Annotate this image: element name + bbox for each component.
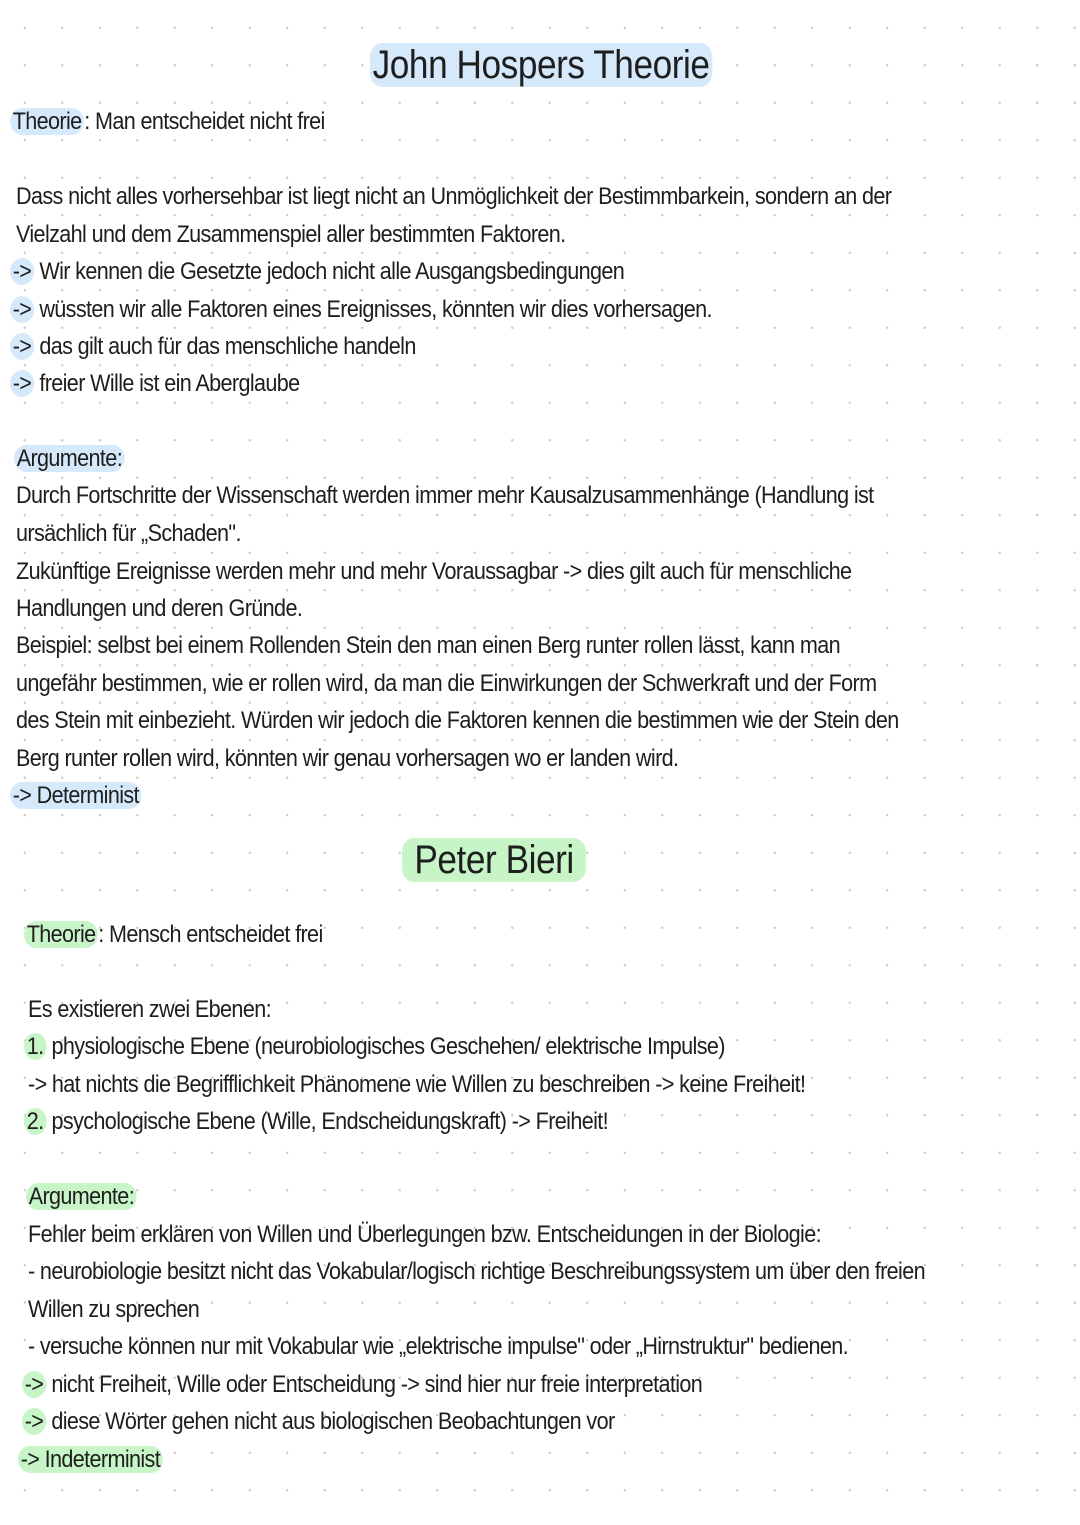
argument-line: - versuche können nur mit Vokabular wie „elektrische impulse" oder „Hirnstruktur" bedienen. [28, 1333, 849, 1360]
level-number: 1. [24, 1033, 46, 1060]
theory-line [24, 920, 323, 950]
arguments-heading [14, 444, 125, 474]
point-line [22, 1370, 702, 1400]
arrow: -> [22, 1408, 46, 1435]
level-1-line [24, 1032, 725, 1062]
arguments-heading [26, 1182, 137, 1212]
level-number: 2. [24, 1108, 46, 1135]
conclusion [18, 1445, 163, 1475]
argument-line: Durch Fortschritte der Wissenschaft werden immer mehr Kausalzusammenhänge (Handlung ist [16, 482, 874, 509]
argument-line: Handlungen und deren Gründe. [16, 595, 303, 622]
arrow: -> [10, 296, 34, 323]
theory-label: Theorie [10, 108, 84, 135]
point-text: das gilt auch für das menschliche handeln [39, 333, 416, 360]
arguments-label: Argumente: [14, 445, 125, 472]
point-text: nicht Freiheit, Wille oder Entscheidung -> sind hier nur freie interpretation [51, 1371, 703, 1398]
point-line [10, 369, 300, 399]
conclusion-text: -> Determinist [10, 782, 142, 809]
point-text: Wir kennen die Gesetzte jedoch nicht alle Ausgangsbedingungen [39, 258, 625, 285]
argument-line: Willen zu sprechen [28, 1296, 200, 1323]
level-text: psychologische Ebene (Wille, Endscheidungskraft) -> Freiheit! [46, 1108, 609, 1135]
section-title [370, 40, 712, 90]
argument-line: - neurobiologie besitzt nicht das Vokabular/logisch richtige Beschreibungssystem um über den freien [28, 1258, 925, 1285]
theory-label: Theorie [24, 921, 98, 948]
title-text: John Hospers Theorie [370, 43, 712, 87]
argument-line: Zukünftige Ereignisse werden mehr und mehr Voraussagbar -> dies gilt auch für menschliche [16, 558, 852, 585]
point-line [10, 295, 712, 325]
theory-text: : Man entscheidet nicht frei [84, 108, 325, 135]
argument-line: Beispiel: selbst bei einem Rollenden Stein den man einen Berg runter rollen lässt, kann man [16, 632, 840, 659]
point-line [10, 332, 416, 362]
arrow: -> [10, 333, 34, 360]
conclusion [10, 781, 142, 811]
arrow: -> [10, 258, 34, 285]
point-line [22, 1407, 615, 1437]
paragraph-line: Dass nicht alles vorhersehbar ist liegt nicht an Unmöglichkeit der Bestimmbarkein, sondern an der [16, 183, 892, 210]
arrow: -> [10, 370, 34, 397]
title-text: Peter Bieri [402, 838, 586, 882]
argument-line: ursächlich für „Schaden". [16, 520, 241, 547]
level-text: physiologische Ebene (neurobiologisches Geschehen/ elektrische Impulse) [46, 1033, 725, 1060]
point-text: freier Wille ist ein Aberglaube [39, 370, 300, 397]
point-text: wüssten wir alle Faktoren eines Ereignisses, könnten wir dies vorhersagen. [39, 296, 712, 323]
argument-line: ungefähr bestimmen, wie er rollen wird, da man die Einwirkungen der Schwerkraft und der Form [16, 670, 877, 697]
intro-line: Es existieren zwei Ebenen: [28, 996, 271, 1023]
paragraph-line: Vielzahl und dem Zusammenspiel aller bestimmten Faktoren. [16, 221, 566, 248]
point-line [10, 257, 624, 287]
level-2-line [24, 1107, 608, 1137]
argument-line: Fehler beim erklären von Willen und Überlegungen bzw. Entscheidungen in der Biologie: [28, 1221, 821, 1248]
arrow: -> [22, 1371, 46, 1398]
argument-line: des Stein mit einbezieht. Würden wir jedoch die Faktoren kennen die bestimmen wie der Stein den [16, 707, 899, 734]
point-text: diese Wörter gehen nicht aus biologischen Beobachtungen vor [51, 1408, 615, 1435]
theory-text: : Mensch entscheidet frei [98, 921, 323, 948]
section-title [402, 835, 586, 885]
arguments-label: Argumente: [26, 1183, 137, 1210]
theory-line [10, 107, 325, 137]
argument-line: Berg runter rollen wird, könnten wir genau vorhersagen wo er landen wird. [16, 745, 679, 772]
level-1-note: -> hat nichts die Begrifflichkeit Phänomene wie Willen zu beschreiben -> keine Freiheit! [28, 1071, 806, 1098]
conclusion-text: -> Indeterminist [18, 1446, 163, 1473]
